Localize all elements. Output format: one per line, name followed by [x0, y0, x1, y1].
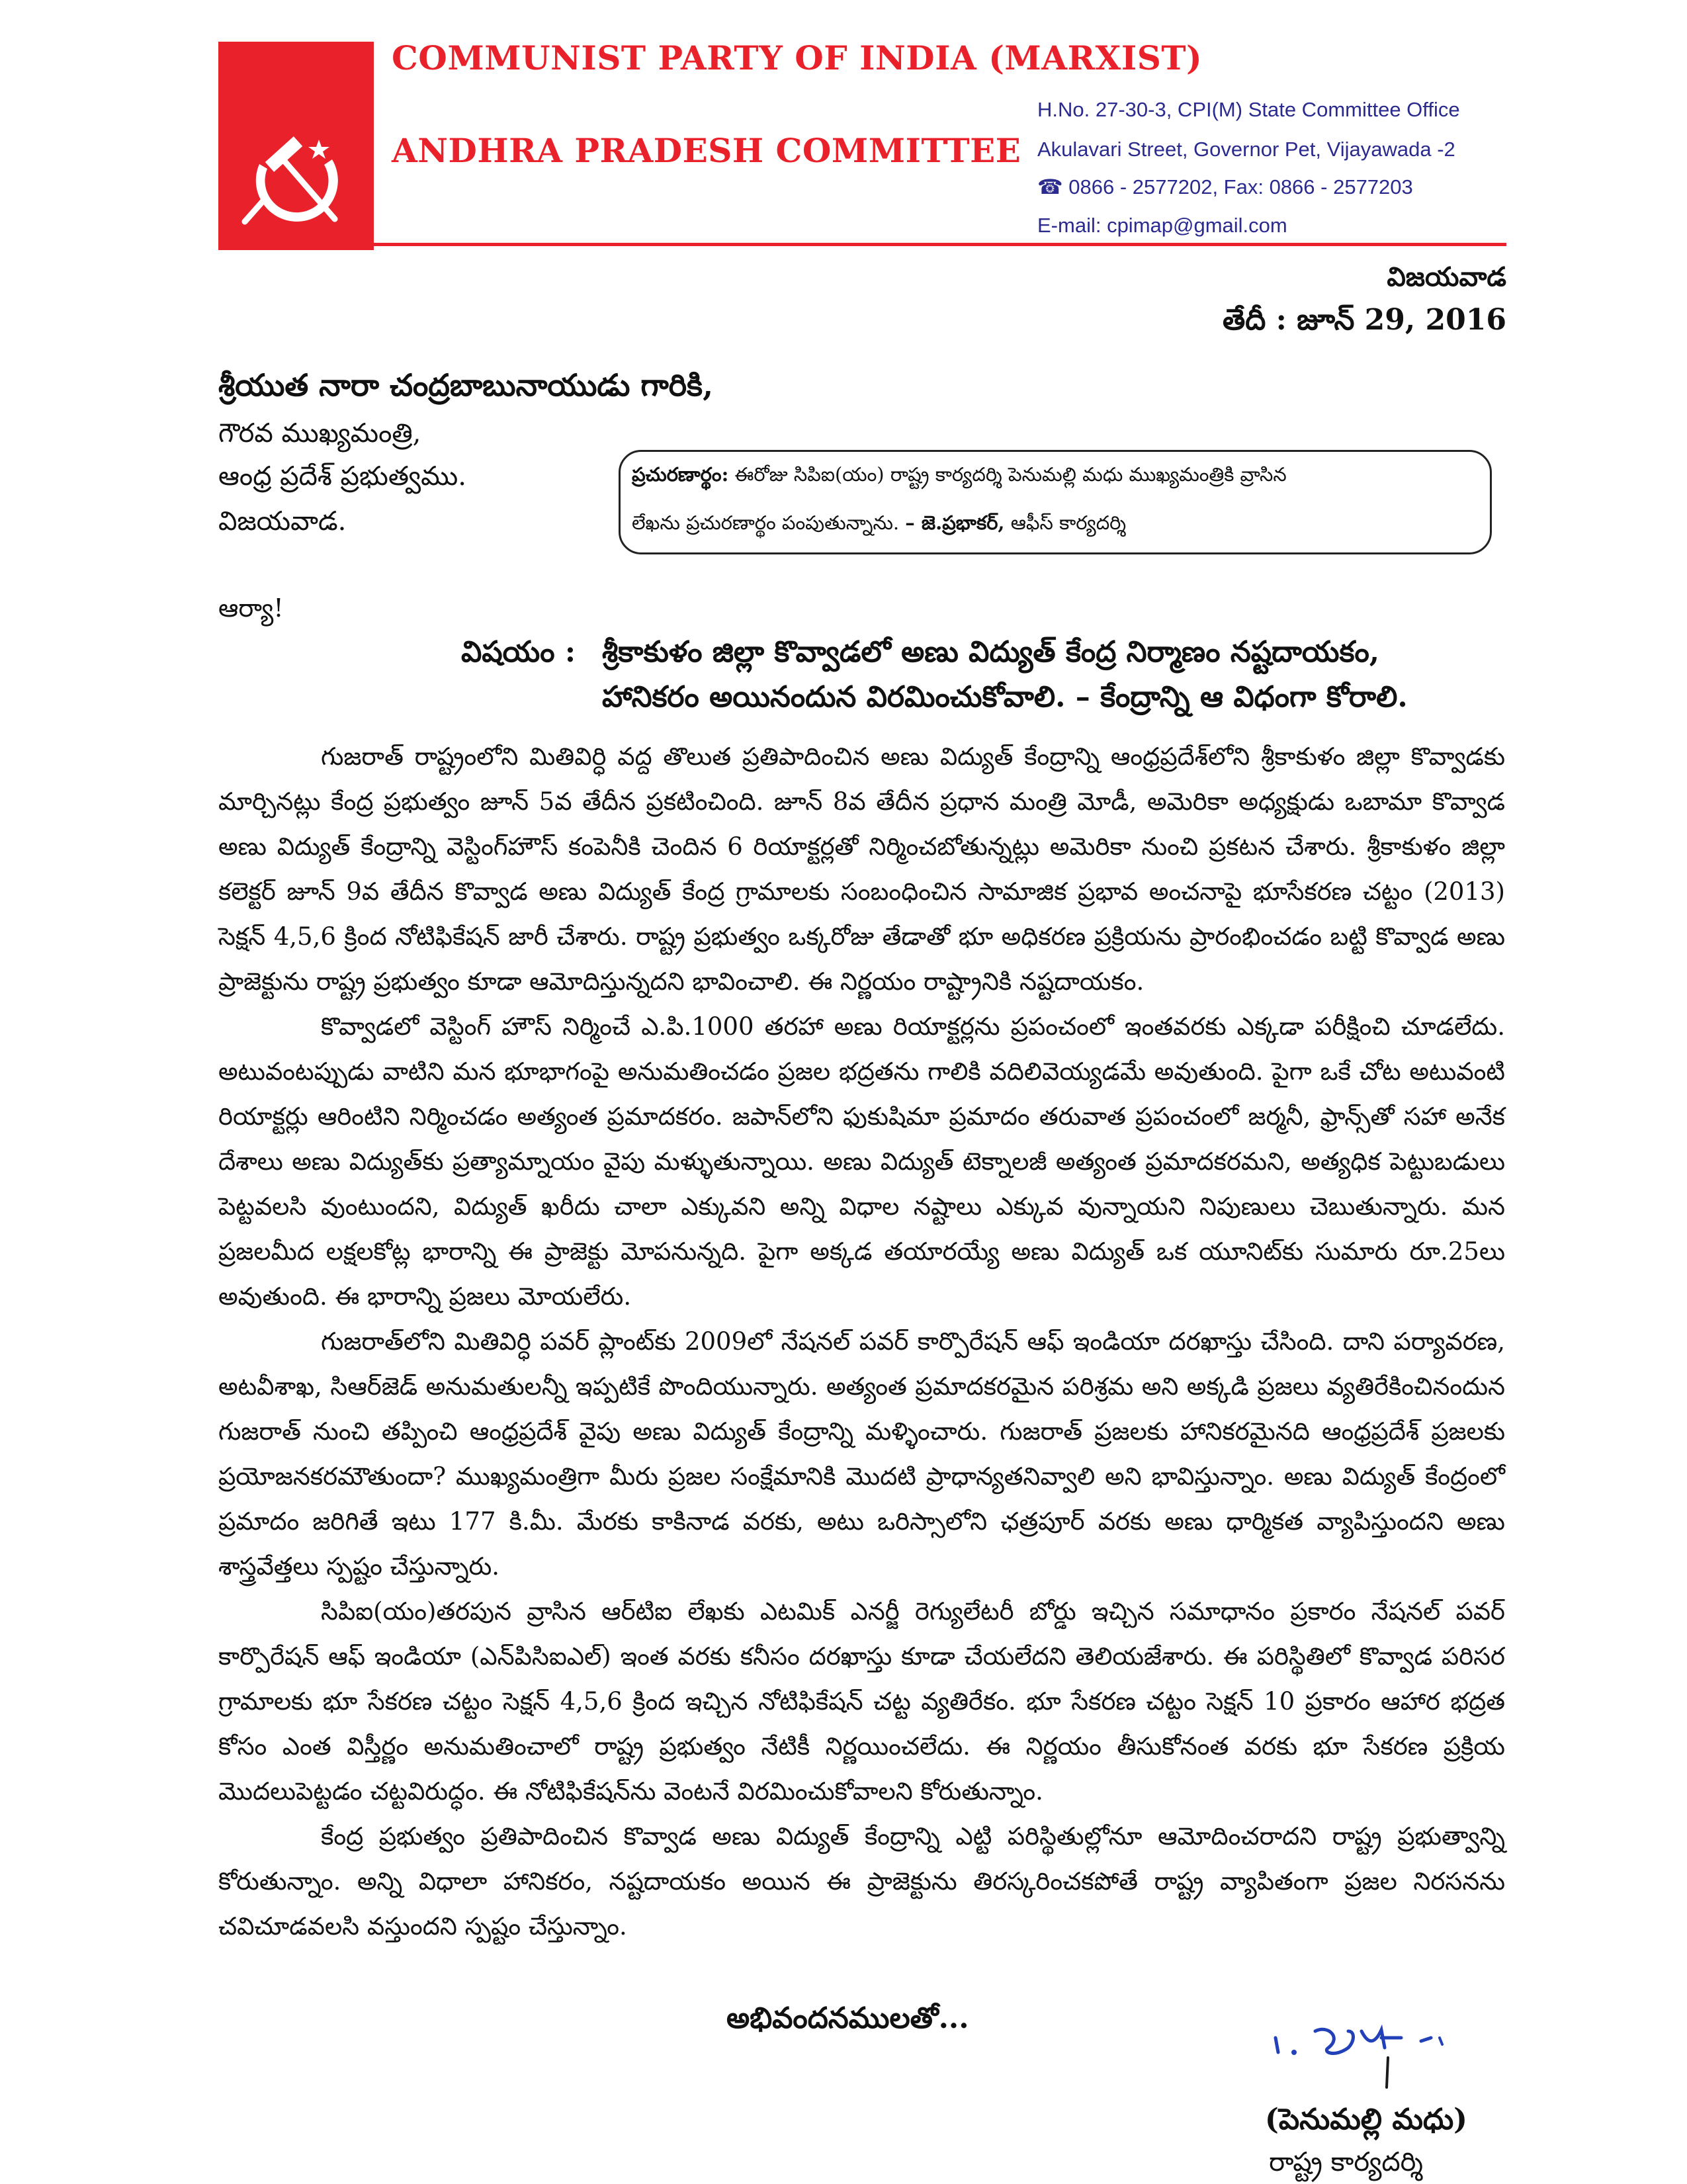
org-name-line1: COMMUNIST PARTY OF INDIA (MARXIST)	[392, 38, 1203, 77]
subject-line2: హానికరం అయినందున విరమించుకోవాలి. – కేంద్రాన్ని ఆ విధంగా కోరాలి.	[602, 680, 1408, 714]
addressee-name: శ్రీయుత నారా చంద్రబాబునాయుడు గారికి,	[218, 367, 714, 403]
address-line1: H.No. 27-30-3, CPI(M) State Committee Office	[1037, 98, 1460, 121]
phone-line	[1037, 175, 1413, 199]
press-note-text2: లేఖను ప్రచురణార్థం పంపుతున్నాను.	[632, 511, 906, 534]
place: విజయవాడ	[1387, 261, 1506, 292]
body-paragraph-5: కేంద్ర ప్రభుత్వం ప్రతిపాదించిన కొవ్వాడ అణు విద్యుత్ కేంద్రాన్ని ఎట్టి పరిస్థితుల్లోనూ ఆమోదించరాదని రాష్ట్ర ప్రభుత్వాన్ని కోరుతున్నాం. అన్ని విధాలా హానికరం, నష్టదాయకం అయిన ఈ ప్రాజెక్టును తిరస్కరించకపోతే రాష్ట్ర వ్యాపితంగా ప్రజల నిరసనను చవిచూడవలసి వస్తుందని స్పష్టం చేస్తున్నాం.	[218, 1822, 1505, 1941]
email-line: E-mail: cpimap@gmail.com	[1037, 214, 1287, 237]
addressee-line3: విజయవాడ.	[218, 506, 347, 537]
subject-label: విషయం :	[461, 635, 576, 669]
press-note-line2	[632, 511, 1126, 539]
subject-line1: శ్రీకాకుళం జిల్లా కొవ్వాడలో అణు విద్యుత్ కేంద్ర నిర్మాణం నష్టదాయకం,	[602, 635, 1380, 669]
phone-icon: ☎	[1037, 175, 1063, 198]
letter-date: తేదీ : జూన్ 29, 2016	[1223, 303, 1506, 337]
body-paragraph-4: సిపిఐ(యం)తరపున వ్రాసిన ఆర్‌టిఐ లేఖకు ఎటమిక్ ఎనర్జీ రెగ్యులేటరీ బోర్డు ఇచ్చిన సమాధానం ప్రకారం నేషనల్ పవర్ కార్పొరేషన్ ఆఫ్ ఇండియా (ఎన్‌పిసిఐఎల్) ఇంత వరకు కనీసం దరఖాస్తు కూడా చేయలేదని తెలియజేశారు. ఈ పరిస్థితిలో కొవ్వాడ పరిసర గ్రామాలకు భూ సేకరణ చట్టం సెక్షన్ 4,5,6 క్రింద ఇచ్చిన నోటిఫికేషన్ చట్ట వ్యతిరేకం. భూ సేకరణ చట్టం సెక్షన్ 10 ప్రకారం ఆహార భద్రత కోసం ఎంత విస్తీర్ణం అనుమతించాలో రాష్ట్ర ప్రభుత్వం నేటికీ నిర్ణయించలేదు. ఈ నిర్ణయం తీసుకోనంత వరకు భూ సేకరణ ప్రక్రియ మొదలుపెట్టడం చట్టవిరుద్ధం. ఈ నోటిఫికేషన్‌ను వెంటనే విరమించుకోవాలని కోరుతున్నాం.	[218, 1597, 1505, 1806]
signer-name: (పెనుమల్లి మధు)	[1265, 2103, 1467, 2136]
phone-text: 0866 - 2577202, Fax: 0866 - 2577203	[1068, 175, 1413, 198]
letter-body	[218, 734, 1505, 1949]
press-note-signatory: – జె.ప్రభాకర్,	[905, 511, 1005, 534]
address-line2: Akulavari Street, Governor Pet, Vijayawada -2	[1037, 138, 1455, 161]
body-paragraph-2: కొవ్వాడలో వెస్టింగ్ హౌస్ నిర్మించే ఎ.పి.1000 తరహా అణు రియాక్టర్లను ప్రపంచంలో ఇంతవరకు ఎక్కడా పరీక్షించి చూడలేదు. అటువంటప్పుడు వాటిని మన భూభాగంపై అనుమతించడం ప్రజల భద్రతను గాలికి వదిలివెయ్యడమే అవుతుంది. పైగా ఒకే చోట అటువంటి రియాక్టర్లు ఆరింటిని నిర్మించడం అత్యంత ప్రమాదకరం. జపాన్‌లోని ఫుకుషిమా ప్రమాదం తరువాత ప్రపంచంలో జర్మనీ, ఫ్రాన్స్‌తో సహా అనేక దేశాలు అణు విద్యుత్‌కు ప్రత్యామ్నాయం వైపు మళ్ళుతున్నాయి. అణు విద్యుత్ టెక్నాలజీ అత్యంత ప్రమాదకరమని, అత్యధిక పెట్టుబడులు పెట్టవలసి వుంటుందని, విద్యుత్ ఖరీదు చాలా ఎక్కువని అన్ని విధాల నష్టాలు ఎక్కువ వున్నాయని నిపుణులు చెబుతున్నారు. మన ప్రజలమీద లక్షలకోట్ల భారాన్ని ఈ ప్రాజెక్టు మోపనున్నది. పైగా అక్కడ తయారయ్యే అణు విద్యుత్ ఒక యూనిట్‌కు సుమారు రూ.25లు అవుతుంది. ఈ భారాన్ని ప్రజలు మోయలేరు.	[218, 1012, 1505, 1311]
addressee-line1: గౌరవ ముఖ్యమంత్రి,	[218, 418, 421, 449]
body-paragraph-1: గుజరాత్ రాష్ట్రంలోని మితివిర్ధి వద్ద తొలుత ప్రతిపాదించిన అణు విద్యుత్ కేంద్రాన్ని ఆంధ్రప్రదేశ్‌లోని శ్రీకాకుళం జిల్లా కొవ్వాడకు మార్చినట్లు కేంద్ర ప్రభుత్వం జూన్ 5వ తేదీన ప్రకటించింది. జూన్ 8వ తేదీన ప్రధాన మంత్రి మోడీ, అమెరికా అధ్యక్షుడు ఒబామా కొవ్వాడ అణు విద్యుత్ కేంద్రాన్ని వెస్టింగ్‌హౌస్ కంపెనీకి చెందిన 6 రియాక్టర్లతో నిర్మించబోతున్నట్లు అమెరికా నుంచి ప్రకటన చేశారు. శ్రీకాకుళం జిల్లా కలెక్టర్ జూన్ 9వ తేదీన కొవ్వాడ అణు విద్యుత్ కేంద్ర గ్రామాలకు సంబంధించిన సామాజిక ప్రభావ అంచనాపై భూసేకరణ చట్టం (2013) సెక్షన్ 4,5,6 క్రింద నోటిఫికేషన్ జారీ చేశారు. రాష్ట్ర ప్రభుత్వం ఒక్కరోజు తేడాతో భూ అధికరణ ప్రక్రియను ప్రారంభించడం బట్టి కొవ్వాడ అణు ప్రాజెక్టును రాష్ట్ర ప్రభుత్వం కూడా ఆమోదిస్తున్నదని భావించాలి. ఈ నిర్ణయం రాష్ట్రానికి నష్టదాయకం.	[218, 742, 1505, 996]
press-note-line1	[632, 463, 1287, 491]
salutation: ఆర్యా!	[218, 593, 284, 623]
press-note-label: ప్రచురణార్థం:	[632, 463, 729, 486]
body-paragraph-3: గుజరాత్‌లోని మితివిర్ధి పవర్ ప్లాంట్‌కు 2009లో నేషనల్ పవర్ కార్పొరేషన్ ఆఫ్ ఇండియా దరఖాస్తు చేసింది. దాని పర్యావరణ, అటవీశాఖ, సిఆర్‌జెడ్ అనుమతులన్నీ ఇప్పటికే పొందియున్నారు. అత్యంత ప్రమాదకరమైన పరిశ్రమ అని అక్కడి ప్రజలు వ్యతిరేకించినందున గుజరాత్ నుంచి తప్పించి ఆంధ్రప్రదేశ్ వైపు అణు విద్యుత్ కేంద్రాన్ని మళ్ళించారు. గుజరాత్ ప్రజలకు హానికరమైనది ఆంధ్రప్రదేశ్ ప్రజలకు ప్రయోజనకరమౌతుందా? ముఖ్యమంత్రిగా మీరు ప్రజల సంక్షేమానికి మొదటి ప్రాధాన్యతనివ్వాలి అని భావిస్తున్నాం. అణు విద్యుత్ కేంద్రంలో ప్రమాదం జరిగితే ఇటు 177 కి.మీ. మేరకు కాకినాడ వరకు, అటు ఒరిస్సాలోని ఛత్రపూర్ వరకు అణు ధార్మికత వ్యాపిస్తుందని అణు శాస్త్రవేత్తలు స్పష్టం చేస్తున్నారు.	[218, 1327, 1505, 1581]
handwritten-signature	[1269, 2011, 1481, 2091]
party-logo	[218, 42, 374, 250]
signer-title: రాష్ట్ర కార్యదర్శి	[1269, 2147, 1424, 2177]
press-note-text1: ఈరోజు సిపిఐ(యం) రాష్ట్ర కార్యదర్శి పెనుమల్లి మధు ముఖ్యమంత్రికి వ్రాసిన	[728, 463, 1287, 486]
addressee-line2: ఆంధ్ర ప్రదేశ్ ప్రభుత్వము.	[218, 461, 466, 492]
closing: అభివందనములతో...	[726, 2001, 969, 2035]
hammer-sickle-star-icon	[218, 42, 374, 250]
header-divider	[374, 243, 1506, 246]
press-note-signatory-title: ఆఫీస్ కార్యదర్శి	[1004, 511, 1127, 534]
org-name-line2: ANDHRA PRADESH COMMITTEE	[392, 131, 1021, 170]
